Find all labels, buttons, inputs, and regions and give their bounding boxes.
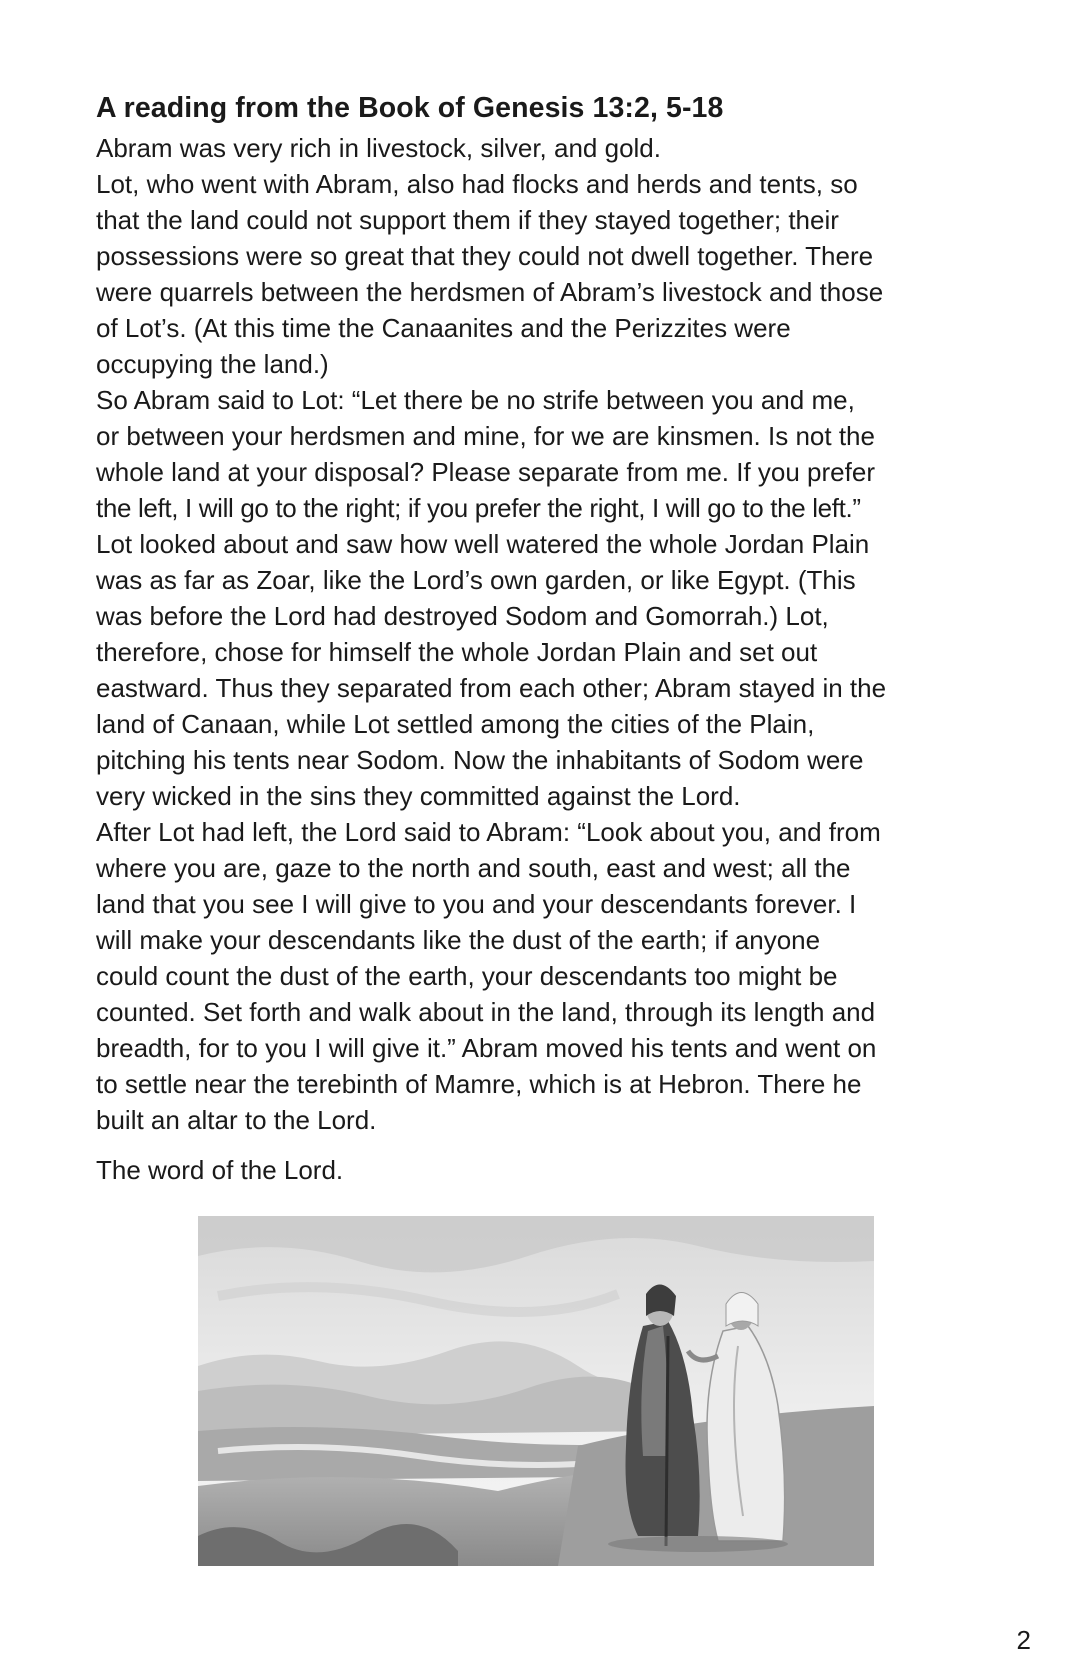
reading-line: land of Canaan, while Lot settled among the cities of the Plain, [96, 709, 815, 739]
reading-line: So Abram said to Lot: “Let there be no strife between you and me, [96, 385, 855, 415]
reading-line: breadth, for to you I will give it.” Abram moved his tents and went on [96, 1033, 877, 1063]
reading-line: or between your herdsmen and mine, for we are kinsmen. Is not the [96, 421, 875, 451]
reading-line: the left, I will go to the right; if you prefer the right, I will go to the left.” [96, 493, 861, 523]
abram-and-lot-illustration [198, 1216, 874, 1566]
reading-line: whole land at your disposal? Please separate from me. If you prefer [96, 457, 875, 487]
reading-line: of Lot’s. (At this time the Canaanites and the Perizzites were [96, 313, 791, 343]
reading-line: After Lot had left, the Lord said to Abram: “Look about you, and from [96, 817, 881, 847]
reading-line: could count the dust of the earth, your descendants too might be [96, 961, 838, 991]
reading-line: Lot, who went with Abram, also had flocks and herds and tents, so [96, 169, 858, 199]
reading-closing: The word of the Lord. [96, 1155, 344, 1185]
reading-page [96, 88, 1016, 1188]
reading-line: were quarrels between the herdsmen of Abram’s livestock and those [96, 277, 884, 307]
reading-line: will make your descendants like the dust of the earth; if anyone [96, 925, 821, 955]
reading-line: possessions were so great that they could not dwell together. There [96, 241, 874, 271]
reading-title: A reading from the Book of Genesis 13:2, 5-18 [96, 92, 724, 124]
reading-line: Abram was very rich in livestock, silver, and gold. [96, 133, 661, 163]
reading-body [96, 130, 1016, 1138]
reading-line: therefore, chose for himself the whole Jordan Plain and set out [96, 637, 818, 667]
reading-line: was as far as Zoar, like the Lord’s own garden, or like Egypt. (This [96, 565, 856, 595]
reading-line: eastward. Thus they separated from each other; Abram stayed in the [96, 673, 887, 703]
reading-line: pitching his tents near Sodom. Now the inhabitants of Sodom were [96, 745, 864, 775]
reading-line: land that you see I will give to you and your descendants forever. I [96, 889, 857, 919]
reading-line: where you are, gaze to the north and south, east and west; all the [96, 853, 851, 883]
reading-line: occupying the land.) [96, 349, 329, 379]
reading-line: to settle near the terebinth of Mamre, which is at Hebron. There he [96, 1069, 862, 1099]
reading-line: built an altar to the Lord. [96, 1105, 377, 1135]
reading-line: very wicked in the sins they committed against the Lord. [96, 781, 741, 811]
reading-line: Lot looked about and saw how well watered the whole Jordan Plain [96, 529, 870, 559]
reading-line: counted. Set forth and walk about in the land, through its length and [96, 997, 876, 1027]
page-number: 2 [1016, 1625, 1031, 1655]
reading-line: that the land could not support them if they stayed together; their [96, 205, 839, 235]
reading-line: was before the Lord had destroyed Sodom and Gomorrah.) Lot, [96, 601, 829, 631]
